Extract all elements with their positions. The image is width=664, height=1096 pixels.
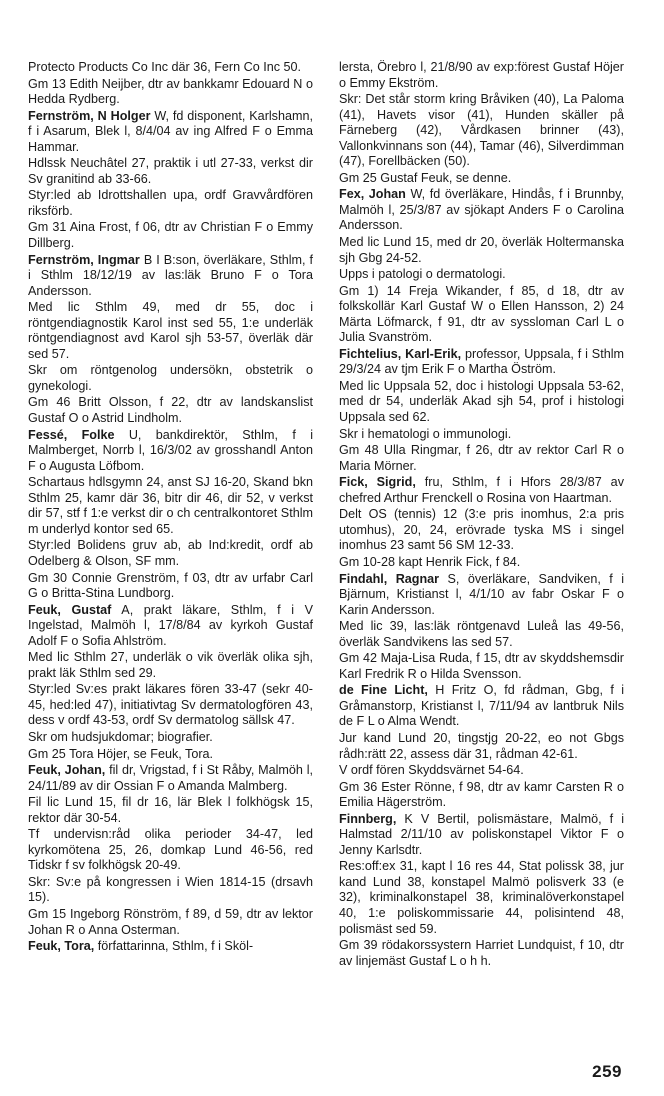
entry-text: B I B:son, överläkare, Sthlm, f i Sthlm 18/12/19 av las:läk Bruno F o Tora Andersson. — [28, 252, 314, 298]
entry-text: Styr:led Sv:es prakt läkares fören 33-47 (sekr 40-45, hed:led 47), initiativtag Sv dermatologfören 43, dess v ordf 43-53, ordf Sv dermatolog sällsk 47. — [28, 682, 313, 728]
entry-text: Gm 15 Ingeborg Rönström, f 89, d 59, dtr av lektor Johan R o Anna Osterman. — [28, 906, 313, 937]
entry-text: Skr om röntgenolog undersökn, obstetrik o gynekologi. — [28, 363, 313, 393]
entry-text: Med lic Lund 15, med dr 20, överläk Holtermanska sjh Gbg 24-52. — [339, 235, 624, 265]
entry-name: Fernström, N Holger — [28, 108, 151, 123]
left-paragraph — [28, 220, 313, 251]
entry-text: Gm 36 Ester Rönne, f 98, dtr av kamr Carsten R o Emilia Hägerström. — [339, 779, 624, 810]
right-paragraph — [339, 235, 624, 266]
entry-text: Jur kand Lund 20, tingstjg 20-22, eo not Gbgs rådh:rätt 22, assess där 31, rådman 42-61. — [339, 730, 624, 761]
entry-text: Styr:led ab Idrottshallen upa, ordf Gravvårdfören riksförb. — [28, 188, 313, 218]
right-paragraph — [339, 267, 624, 283]
right-paragraph — [339, 507, 624, 554]
entry-text: S, överläkare, Sandviken, f i Bjärnum, Kristianst l, 4/1/10 av fabr Oskar F o Karin Andersson. — [339, 571, 624, 617]
entry-text: W, fd disponent, Karlshamn, f i Asarum, Blek l, 8/4/04 av ing Alfred F o Emma Hammar. — [28, 108, 313, 154]
right-paragraph — [339, 572, 624, 619]
left-paragraph — [28, 747, 313, 763]
left-paragraph — [28, 939, 313, 955]
entry-text: U, bankdirektör, Sthlm, f i Malmberget, Norrb l, 16/3/02 av grosshandl Anton F o Augusta Löfbom. — [28, 427, 313, 473]
entry-name: Fernström, Ingmar — [28, 252, 140, 267]
right-paragraph — [339, 763, 624, 779]
left-paragraph — [28, 571, 313, 602]
entry-text: fil dr, Vrigstad, f i St Råby, Malmöh l, 24/11/89 av dir Ossian F o Amanda Malmberg. — [28, 763, 313, 793]
entry-name: Feuk, Johan, — [28, 763, 106, 778]
left-paragraph — [28, 363, 313, 394]
right-paragraph — [339, 619, 624, 650]
entry-text: Protecto Products Co Inc där 36, Fern Co Inc 50. — [28, 60, 301, 74]
right-paragraph — [339, 651, 624, 682]
entry-name: Finnberg, — [339, 811, 397, 826]
entry-text: Delt OS (tennis) 12 (3:e pris inomhus, 2:a pris utomhus), 20, 24, erövrade tyska MS i singel inomhus 23 samt 56 SM 12-33. — [339, 507, 624, 553]
left-paragraph — [28, 77, 313, 108]
entry-text: Gm 10-28 kapt Henrik Fick, f 84. — [339, 554, 521, 569]
entry-text: Gm 42 Maja-Lisa Ruda, f 15, dtr av skyddshemsdir Karl Fredrik R o Hilda Svensson. — [339, 651, 624, 681]
entry-text: Med lic Uppsala 52, doc i histologi Uppsala 53-62, med dr 54, underläk Akad sjh 54, prof i histologi Uppsala sed 62. — [339, 378, 624, 425]
entry-text: Med lic 39, las:läk röntgenavd Luleå las 49-56, överläk Sandvikens las sed 57. — [339, 619, 624, 649]
entry-name: Fichtelius, Karl-Erik, — [339, 346, 462, 361]
right-paragraph — [339, 780, 624, 811]
entry-text: W, fd överläkare, Hindås, f i Brunnby, Malmöh l, 25/3/87 av sjökapt Anders F o Carolina Andersson. — [339, 187, 624, 233]
right-paragraph — [339, 475, 624, 506]
left-paragraph — [28, 682, 313, 729]
entry-text: Gm 48 Ulla Ringmar, f 26, dtr av rektor Carl R o Maria Mörner. — [339, 443, 624, 473]
entry-text: Gm 25 Tora Höjer, se Feuk, Tora. — [28, 746, 214, 761]
entry-text: Gm 13 Edith Neijber, dtr av bankkamr Edouard N o Hedda Rydberg. — [28, 76, 313, 107]
entry-text: V ordf fören Skyddsvärnet 54-64. — [339, 763, 524, 778]
right-paragraph — [339, 859, 624, 937]
entry-text: Res:off:ex 31, kapt l 16 res 44, Stat polissk 38, jur kand Lund 38, konstapel Malmö polisverk 33 (e 32), kriminalkonstapel 38, kriminalöverkonstapel 40, 1:e poliskommissarie 44, polisintend 48, polismäst sed 59. — [339, 859, 624, 936]
right-paragraph — [339, 379, 624, 426]
entry-text: professor, Uppsala, f i Sthlm 29/3/24 av tjm Erik F o Martha Öström. — [339, 346, 624, 377]
entry-text: Skr i hematologi o immunologi. — [339, 426, 512, 441]
right-column — [339, 60, 624, 970]
left-paragraph — [28, 763, 313, 794]
left-paragraph — [28, 253, 313, 300]
right-paragraph — [339, 92, 624, 170]
right-paragraph — [339, 683, 624, 730]
right-paragraph — [339, 187, 624, 234]
left-paragraph — [28, 428, 313, 475]
entry-text: Skr om hudsjukdomar; biografier. — [28, 729, 213, 744]
entry-text: Med lic Sthlm 49, med dr 55, doc i röntgendiagnostik Karol inst sed 55, 1:e underläk röntgendiagnost avd Karol sjh 53-57, överläk där sed 57. — [28, 300, 313, 361]
left-paragraph — [28, 650, 313, 681]
entry-text: H Fritz O, fd rådman, Gbg, f i Gråmanstorp, Kristianst l, 7/11/94 av lantbruk Nils de F L o Alma Wendt. — [339, 683, 624, 729]
entry-name: Feuk, Gustaf — [28, 602, 112, 617]
left-paragraph — [28, 395, 313, 426]
entry-text: Fil lic Lund 15, fil dr 16, lär Blek l folkhögsk 15, rektor där 30-54. — [28, 795, 313, 825]
entry-text: Skr: Det står storm kring Bråviken (40), La Paloma (41), Havets visor (41), Hunden skäller på Färneberg (42), Vårdkasen brinner (43), Vallonkvinnans son (44), Tamar (46), Silverdimman (47), Forellbäcken (50). — [339, 92, 624, 169]
left-paragraph — [28, 827, 313, 874]
left-column — [28, 60, 313, 956]
left-paragraph — [28, 907, 313, 938]
entry-name: Fex, Johan — [339, 187, 406, 202]
entry-text: Upps i patologi o dermatologi. — [339, 267, 506, 282]
entry-text: Hdlssk Neuchâtel 27, praktik i utl 27-33, verkst dir Sv granitind ab 33-66. — [28, 156, 313, 186]
left-paragraph — [28, 875, 313, 906]
left-paragraph — [28, 156, 313, 187]
left-paragraph — [28, 730, 313, 746]
entry-text: Gm 1) 14 Freja Wikander, f 85, d 18, dtr av folkskollär Karl Gustaf W o Ellen Hansson, 2) 24 Märta Löfmarck, f 91, dtr av syssloman Carl L o Julia Svanström. — [339, 283, 624, 345]
right-paragraph — [339, 938, 624, 969]
right-paragraph — [339, 731, 624, 762]
entry-name: Feuk, Tora, — [28, 939, 95, 954]
right-paragraph — [339, 812, 624, 859]
entry-name: Fessé, Folke — [28, 427, 115, 442]
right-paragraph — [339, 347, 624, 378]
entry-text: Tf undervisn:råd olika perioder 34-47, led kyrkomötena 25, 26, domkap Lund 46-56, red Tidskr f sv folkhögsk 20-49. — [28, 827, 313, 873]
left-paragraph — [28, 109, 313, 156]
left-paragraph — [28, 538, 313, 569]
entry-text: A, prakt läkare, Sthlm, f i V Ingelstad, Malmöh l, 17/8/84 av kyrkoh Gustaf Adolf F o Sofia Ahlström. — [28, 602, 313, 648]
right-paragraph — [339, 427, 624, 443]
entry-text: Gm 31 Aina Frost, f 06, dtr av Christian F o Emmy Dillberg. — [28, 220, 313, 251]
left-paragraph — [28, 603, 313, 650]
entry-name: Fick, Sigrid, — [339, 475, 416, 490]
left-paragraph — [28, 475, 313, 537]
entry-text: Styr:led Bolidens gruv ab, ab Ind:kredit, ordf ab Odelberg & Olson, SF mm. — [28, 538, 313, 568]
page-number: 259 — [592, 1062, 622, 1081]
right-paragraph — [339, 284, 624, 346]
entry-text: Schartaus hdlsgymn 24, anst SJ 16-20, Skand bkn Sthlm 25, kamr där 36, bitr dir 46, dir 52, v verkst dir 57, stf f 1:e verkst dir o ch centralkontoret Sthlm m underlyd kontor sed 65. — [28, 475, 313, 536]
entry-text: Gm 46 Britt Olsson, f 22, dtr av landskanslist Gustaf O o Astrid Lindholm. — [28, 395, 313, 426]
entry-text: lersta, Örebro l, 21/8/90 av exp:förest Gustaf Höjer o Emmy Ekström. — [339, 60, 624, 90]
entry-text: Gm 30 Connie Grenström, f 03, dtr av urfabr Carl G o Britta-Stina Lundborg. — [28, 570, 313, 601]
right-paragraph — [339, 555, 624, 571]
right-paragraph — [339, 60, 624, 91]
entry-name: de Fine Licht, — [339, 683, 428, 698]
left-paragraph — [28, 188, 313, 219]
entry-text: Gm 25 Gustaf Feuk, se denne. — [339, 170, 512, 185]
entry-text: författarinna, Sthlm, f i Sköl- — [94, 939, 254, 954]
left-paragraph — [28, 60, 313, 76]
entry-text: fru, Sthlm, f i Hfors 28/3/87 av chefred Arthur Frenckell o Rosina von Haartman. — [339, 475, 624, 505]
entry-text: K V Bertil, polismästare, Malmö, f i Halmstad 2/11/10 av poliskonstapel Viktor F o Jenny Karlsdtr. — [339, 811, 624, 857]
entry-text: Skr: Sv:e på kongressen i Wien 1814-15 (drsavh 15). — [28, 874, 313, 905]
right-paragraph — [339, 443, 624, 474]
entry-text: Med lic Sthlm 27, underläk o vik överläk olika sjh, prakt läk Sthlm sed 29. — [28, 650, 313, 680]
right-paragraph — [339, 171, 624, 187]
entry-text: Gm 39 rödakorssystern Harriet Lundquist, f 10, dtr av linjemäst Gustaf L o h h. — [339, 938, 624, 968]
left-paragraph — [28, 795, 313, 826]
entry-name: Findahl, Ragnar — [339, 571, 440, 586]
left-paragraph — [28, 300, 313, 362]
